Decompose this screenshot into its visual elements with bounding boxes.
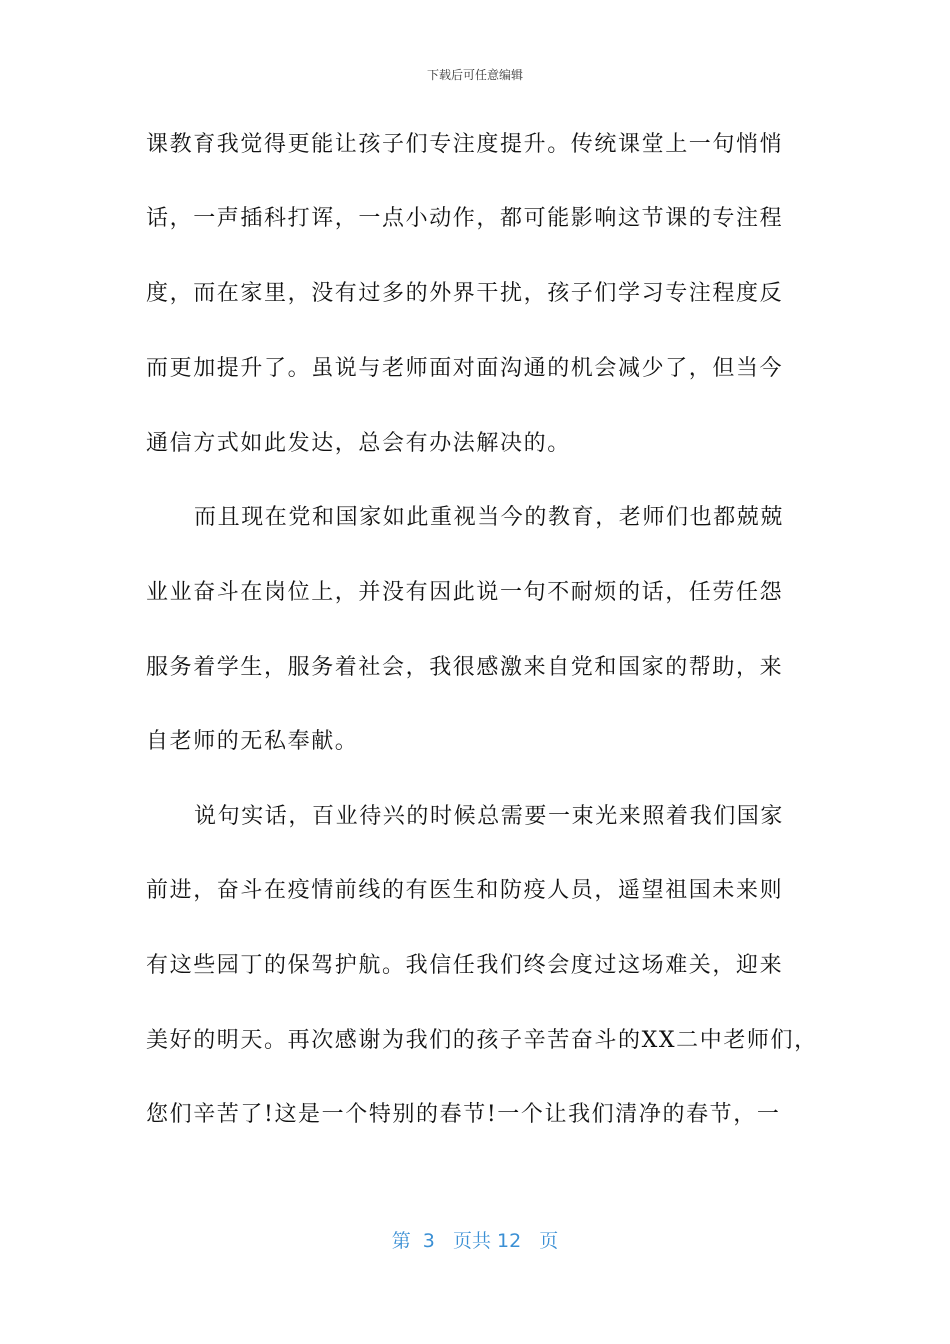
paragraph-first-line: 而且现在党和国家如此重视当今的教育，老师们也都兢兢 [194,505,785,530]
text-line: 话，一声插科打诨，一点小动作，都可能影响这节课的专注程 [146,206,784,231]
page-header: 下载后可任意编辑 [426,68,523,82]
text-line: 服务着学生，服务着社会，我很感激来自党和国家的帮助，来 [146,655,784,680]
paragraph-first-line: 说句实话，百业待兴的时候总需要一束光来照着我们国家 [194,804,785,829]
text-line: 您们辛苦了!这是一个特别的春节!一个让我们清净的春节，一 [146,1102,781,1127]
text-line: 前进，奋斗在疫情前线的有医生和防疫人员，遥望祖国未来则 [146,878,784,903]
page-number-footer: 第 3 页共 12 页 [391,1230,559,1252]
text-line: 通信方式如此发达，总会有办法解决的。 [146,431,571,456]
text-line: 而更加提升了。虽说与老师面对面沟通的机会减少了，但当今 [146,356,784,381]
text-line: 美好的明天。再次感谢为我们的孩子辛苦奋斗的XX二中老师们， [146,1028,818,1053]
text-line: 课教育我觉得更能让孩子们专注度提升。传统课堂上一句悄悄 [146,132,784,157]
text-line: 有这些园丁的保驾护航。我信任我们终会度过这场难关，迎来 [146,953,784,978]
text-line: 业业奋斗在岗位上，并没有因此说一句不耐烦的话，任劳任怨 [146,580,784,605]
text-line: 自老师的无私奉献。 [146,729,359,754]
text-line: 度，而在家里，没有过多的外界干扰，孩子们学习专注程度反 [146,281,784,306]
